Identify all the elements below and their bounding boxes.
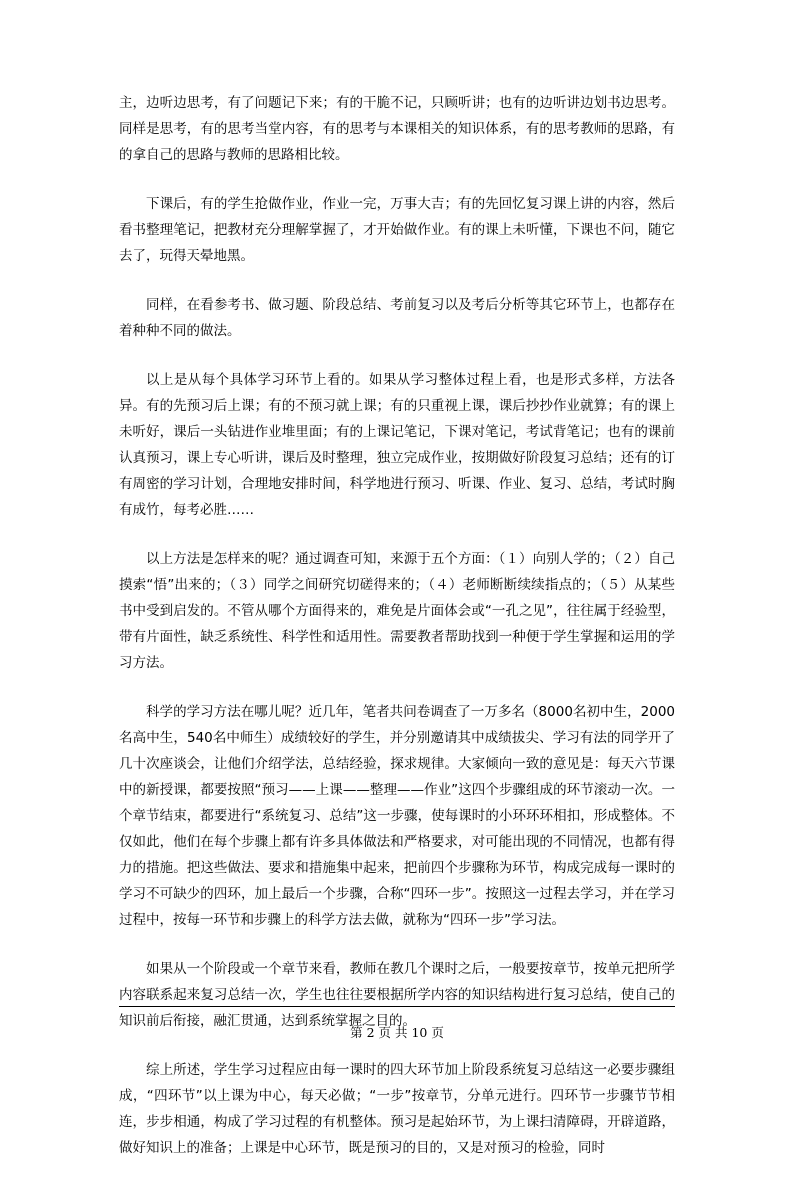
paragraph-1: 主，边听边思考，有了问题记下来；有的干脆不记，只顾听讲；也有的边听讲边划书边思考。同样是思考，有的思考当堂内容，有的思考与本课相关的知识体系，有的思考教师的思路，有的拿自己的思路与教师的思路相比较。: [119, 95, 675, 163]
paragraph-2: 下课后，有的学生抢做作业，作业一完，万事大吉；有的先回忆复习课上讲的内容，然后看书整理笔记，把教材充分理解掌握了，才开始做作业。有的课上未听懂，下课也不问，随它去了，玩得天晕地黑。: [119, 196, 675, 264]
paragraph-7: 如果从一个阶段或一个章节来看，教师在教几个课时之后，一般要按章节，按单元把所学内容联系起来复习总结一次，学生也往往要根据所学内容的知识结构进行复习总结，使自己的知识前后衔接，融汇贯通，达到系统掌握之目的。: [119, 961, 675, 1029]
document-body: [119, 90, 675, 1184]
paragraph-8: 综上所述，学生学习过程应由每一课时的四大环节加上阶段系统复习总结这一必要步骤组成，“四环节”以上课为中心，每天必做；“一步”按章节，分单元进行。四环节一步骤节节相连，步步相通，构成了学习过程的有机整体。预习是起始环节，为上课扫清障碍，开辟道路，做好知识上的准备；上课是中心环节，既是预习的目的，又是对预习的检验，同时: [119, 1062, 675, 1156]
paragraph-5: 以上方法是怎样来的呢？通过调查可知，来源于五个方面：（１）向别人学的；（２）自己摸索“悟”出来的；（３）同学之间研究切磋得来的；（４）老师断断续续指点的；（５）从某些书中受到启发的。不管从哪个方面得来的，难免是片面体会或“一孔之见”，往往属于经验型，带有片面性，缺乏系统性、科学性和适用性。需要教者帮助找到一种便于学生掌握和运用的学习方法。: [119, 551, 675, 671]
paragraph-6: 科学的学习方法在哪儿呢？近几年，笔者共问卷调查了一万多名（8000名初中生，2000名高中生，540名中师生）成绩较好的学生，并分别邀请其中成绩拔尖、学习有法的同学开了几十次座谈会，让他们介绍学法，总结经验，探求规律。大家倾向一致的意见是：每天六节课中的新授课，都要按照“预习——上课——整理——作业”这四个步骤组成的环节滚动一次。一个章节结束，都要进行“系统复习、总结”这一步骤，使每课时的小环环环相扣，形成整体。不仅如此，他们在每个步骤上都有许多具体做法和严格要求，对可能出现的不同情况，也都有得力的措施。把这些做法、要求和措施集中起来，把前四个步骤称为环节，构成完成每一课时的学习不可缺少的四环，加上最后一个步骤，合称“四环一步”。按照这一过程去学习，并在学习过程中，按每一环节和步骤上的科学方法去做，就称为“四环一步”学习法。: [119, 704, 675, 928]
page-number-footer: 第 2 页 共 10 页: [350, 1025, 444, 1040]
footer-divider: [119, 1006, 675, 1007]
paragraph-4: 以上是从每个具体学习环节上看的。如果从学习整体过程上看，也是形式多样，方法各异。有的先预习后上课；有的不预习就上课；有的只重视上课，课后抄抄作业就算；有的课上未听好，课后一头钻进作业堆里面；有的上课记笔记，下课对笔记，考试背笔记；也有的课前认真预习，课上专心听讲，课后及时整理，独立完成作业，按期做好阶段复习总结；还有的订有周密的学习计划，合理地安排时间，科学地进行预习、听课、作业、复习、总结，考试时胸有成竹，每考必胜……: [119, 372, 675, 518]
paragraph-3: 同样，在看参考书、做习题、阶段总结、考前复习以及考后分析等其它环节上，也都存在着种种不同的做法。: [119, 297, 675, 339]
